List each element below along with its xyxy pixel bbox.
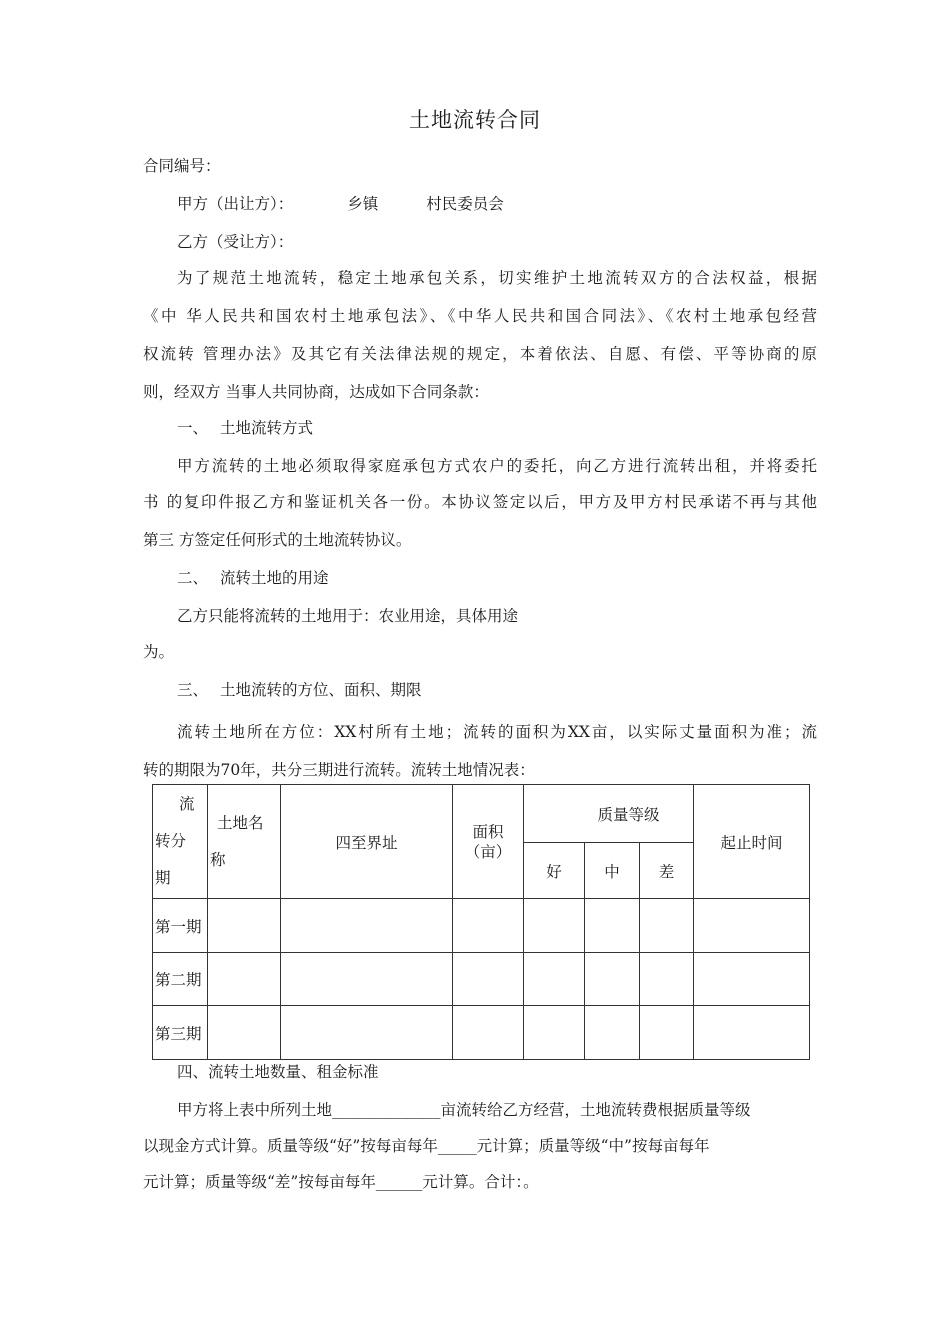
table-cell bbox=[453, 899, 524, 953]
row-period-2: 第二期 bbox=[153, 953, 208, 1006]
section-4-line-2 bbox=[143, 1136, 709, 1156]
header-area bbox=[453, 785, 524, 899]
table-cell bbox=[524, 1006, 585, 1060]
header-period-line-3: 期 bbox=[155, 869, 171, 887]
table-row bbox=[153, 1006, 810, 1060]
table-cell bbox=[585, 899, 640, 953]
section-1-heading bbox=[177, 418, 313, 438]
header-area-line-2: （亩） bbox=[464, 842, 512, 861]
table-cell bbox=[585, 953, 640, 1006]
table-cell bbox=[208, 899, 281, 953]
section-3-line-1: 流转土地所在方位：XX村所有土地；流转的面积为XX亩，以实际丈量面积为准；流 bbox=[177, 723, 817, 741]
section-2-title: 流转土地的用途 bbox=[220, 569, 329, 587]
header-quality-poor: 差 bbox=[640, 843, 694, 899]
party-a-line bbox=[177, 194, 504, 214]
section-2-line-2: 为。 bbox=[143, 643, 175, 661]
section-1-number: 一、 bbox=[177, 419, 209, 437]
row-period-1: 第一期 bbox=[153, 899, 208, 953]
intro-line-3: 权流转 管理办法》及其它有关法律法规的规定，本着依法、自愿、有偿、平等协商的原 bbox=[143, 345, 817, 363]
section-1-line-1: 甲方流转的土地必须取得家庭承包方式农户的委托，向乙方进行流转出租，并将委托 bbox=[177, 457, 817, 475]
table-cell bbox=[453, 1006, 524, 1060]
header-area-line-1: 面积 bbox=[472, 822, 504, 841]
section-1-line-3: 第三 方签定任何形式的土地流转协议。 bbox=[143, 531, 412, 549]
document-title: 土地流转合同 bbox=[409, 108, 541, 132]
table-cell bbox=[524, 953, 585, 1006]
table-cell bbox=[585, 1006, 640, 1060]
header-land-name-line-2: 称 bbox=[210, 850, 226, 869]
section-2-heading bbox=[177, 568, 329, 588]
section-1-title: 土地流转方式 bbox=[220, 419, 314, 437]
header-quality-good: 好 bbox=[524, 843, 585, 899]
table-cell bbox=[208, 1006, 281, 1060]
blank-good-rate: _____ bbox=[437, 1137, 477, 1155]
party-a-label: 甲方（出让方）： bbox=[177, 195, 294, 213]
section-3-heading bbox=[177, 680, 422, 700]
header-period-line-2: 转分 bbox=[155, 832, 187, 850]
header-land-name-line-1: 土地名 bbox=[217, 813, 264, 832]
table-cell bbox=[453, 953, 524, 1006]
table-cell bbox=[281, 953, 453, 1006]
section-4-line-2-start: 以现金方式计算。质量等级“好”按每亩每年 bbox=[143, 1137, 438, 1155]
section-4-heading: 四、流转土地数量、租金标准 bbox=[177, 1063, 379, 1081]
table-cell bbox=[694, 953, 810, 1006]
section-3-line-2: 转的期限为70年，共分三期进行流转。流转土地情况表： bbox=[143, 761, 535, 779]
intro-line-1: 为了规范土地流转，稳定土地承包关系，切实维护土地流转双方的合法权益，根据 bbox=[177, 269, 817, 287]
table-row bbox=[153, 899, 810, 953]
blank-poor-rate: ______ bbox=[375, 1173, 423, 1191]
table-cell bbox=[694, 899, 810, 953]
section-4-line-1-start: 甲方将上表中所列土地 bbox=[177, 1101, 333, 1119]
header-time: 起止时间 bbox=[694, 785, 810, 899]
section-4-line-3-end: 元计算。合计：。 bbox=[422, 1173, 539, 1191]
header-quality: 质量等级 bbox=[524, 785, 694, 843]
intro-line-2: 《中 华人民共和国农村土地承包法》、《中华人民共和国合同法》、《农村土地承包经营 bbox=[143, 307, 817, 325]
section-4-line-3-start: 元计算；质量等级“差”按每亩每年 bbox=[143, 1173, 376, 1191]
land-transfer-table bbox=[152, 784, 810, 1060]
blank-land-amount: ______________ bbox=[332, 1101, 441, 1119]
section-3-number: 三、 bbox=[177, 681, 209, 699]
party-b-label: 乙方（受让方）： bbox=[177, 233, 294, 251]
section-3-title: 土地流转的方位、面积、期限 bbox=[220, 681, 422, 699]
section-4-line-2-end: 元计算；质量等级“中”按每亩每年 bbox=[476, 1137, 710, 1155]
header-quality-medium: 中 bbox=[585, 843, 640, 899]
table-cell bbox=[640, 899, 694, 953]
party-a-committee: 村民委员会 bbox=[426, 195, 504, 213]
header-boundary: 四至界址 bbox=[281, 785, 453, 899]
table-cell bbox=[281, 1006, 453, 1060]
section-1-line-2: 书 的复印件报乙方和鉴证机关各一份。本协议签定以后，甲方及甲方村民承诺不再与其他 bbox=[143, 493, 817, 511]
intro-line-4: 则，经双方 当事人共同协商，达成如下合同条款： bbox=[143, 383, 489, 401]
section-4-line-1-end: 亩流转给乙方经营，土地流转费根据质量等级 bbox=[440, 1101, 751, 1119]
contract-number-label: 合同编号： bbox=[143, 157, 221, 175]
table-cell bbox=[281, 899, 453, 953]
section-4-line-1 bbox=[177, 1100, 751, 1120]
section-4-line-3 bbox=[143, 1172, 539, 1192]
row-period-3: 第三期 bbox=[153, 1006, 208, 1060]
table-cell bbox=[524, 899, 585, 953]
section-2-number: 二、 bbox=[177, 569, 209, 587]
table-cell bbox=[694, 1006, 810, 1060]
header-period bbox=[153, 785, 208, 899]
section-2-line-1: 乙方只能将流转的土地用于：农业用途，具体用途 bbox=[177, 607, 519, 625]
table-row bbox=[153, 953, 810, 1006]
table-cell bbox=[640, 1006, 694, 1060]
header-land-name bbox=[208, 785, 281, 899]
table-cell bbox=[208, 953, 281, 1006]
table-cell bbox=[640, 953, 694, 1006]
header-period-line-1: 流 bbox=[179, 795, 195, 813]
party-a-town: 乡镇 bbox=[347, 195, 379, 213]
